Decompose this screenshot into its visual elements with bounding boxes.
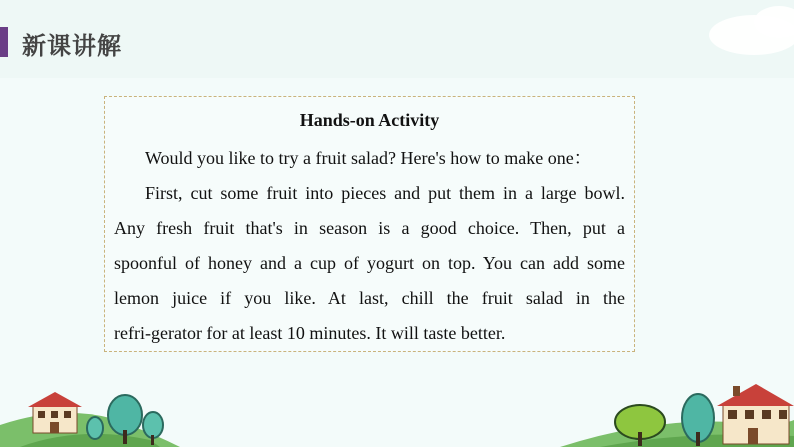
left-trees-icon: [87, 395, 163, 445]
activity-line: Any fresh fruit that's in season is a good choice. Then, put a: [114, 218, 625, 238]
activity-title: Hands-on Activity: [299, 110, 440, 130]
activity-line: refri-gerator for at least 10 minutes. It will taste better.: [114, 323, 506, 343]
activity-line: First, cut some fruit into pieces and put them in a large bowl.: [145, 183, 625, 203]
activity-line: Would you like to try a fruit salad? Here's how to make one：: [145, 148, 592, 168]
left-house-icon: [28, 392, 82, 433]
right-house-icon: [717, 384, 794, 444]
section-title: 新课讲解: [22, 32, 122, 60]
activity-line: spoonful of honey and a cup of yogurt on top. You can add some: [114, 253, 625, 273]
activity-line: lemon juice if you like. At last, chill the fruit salad in the: [114, 288, 625, 308]
